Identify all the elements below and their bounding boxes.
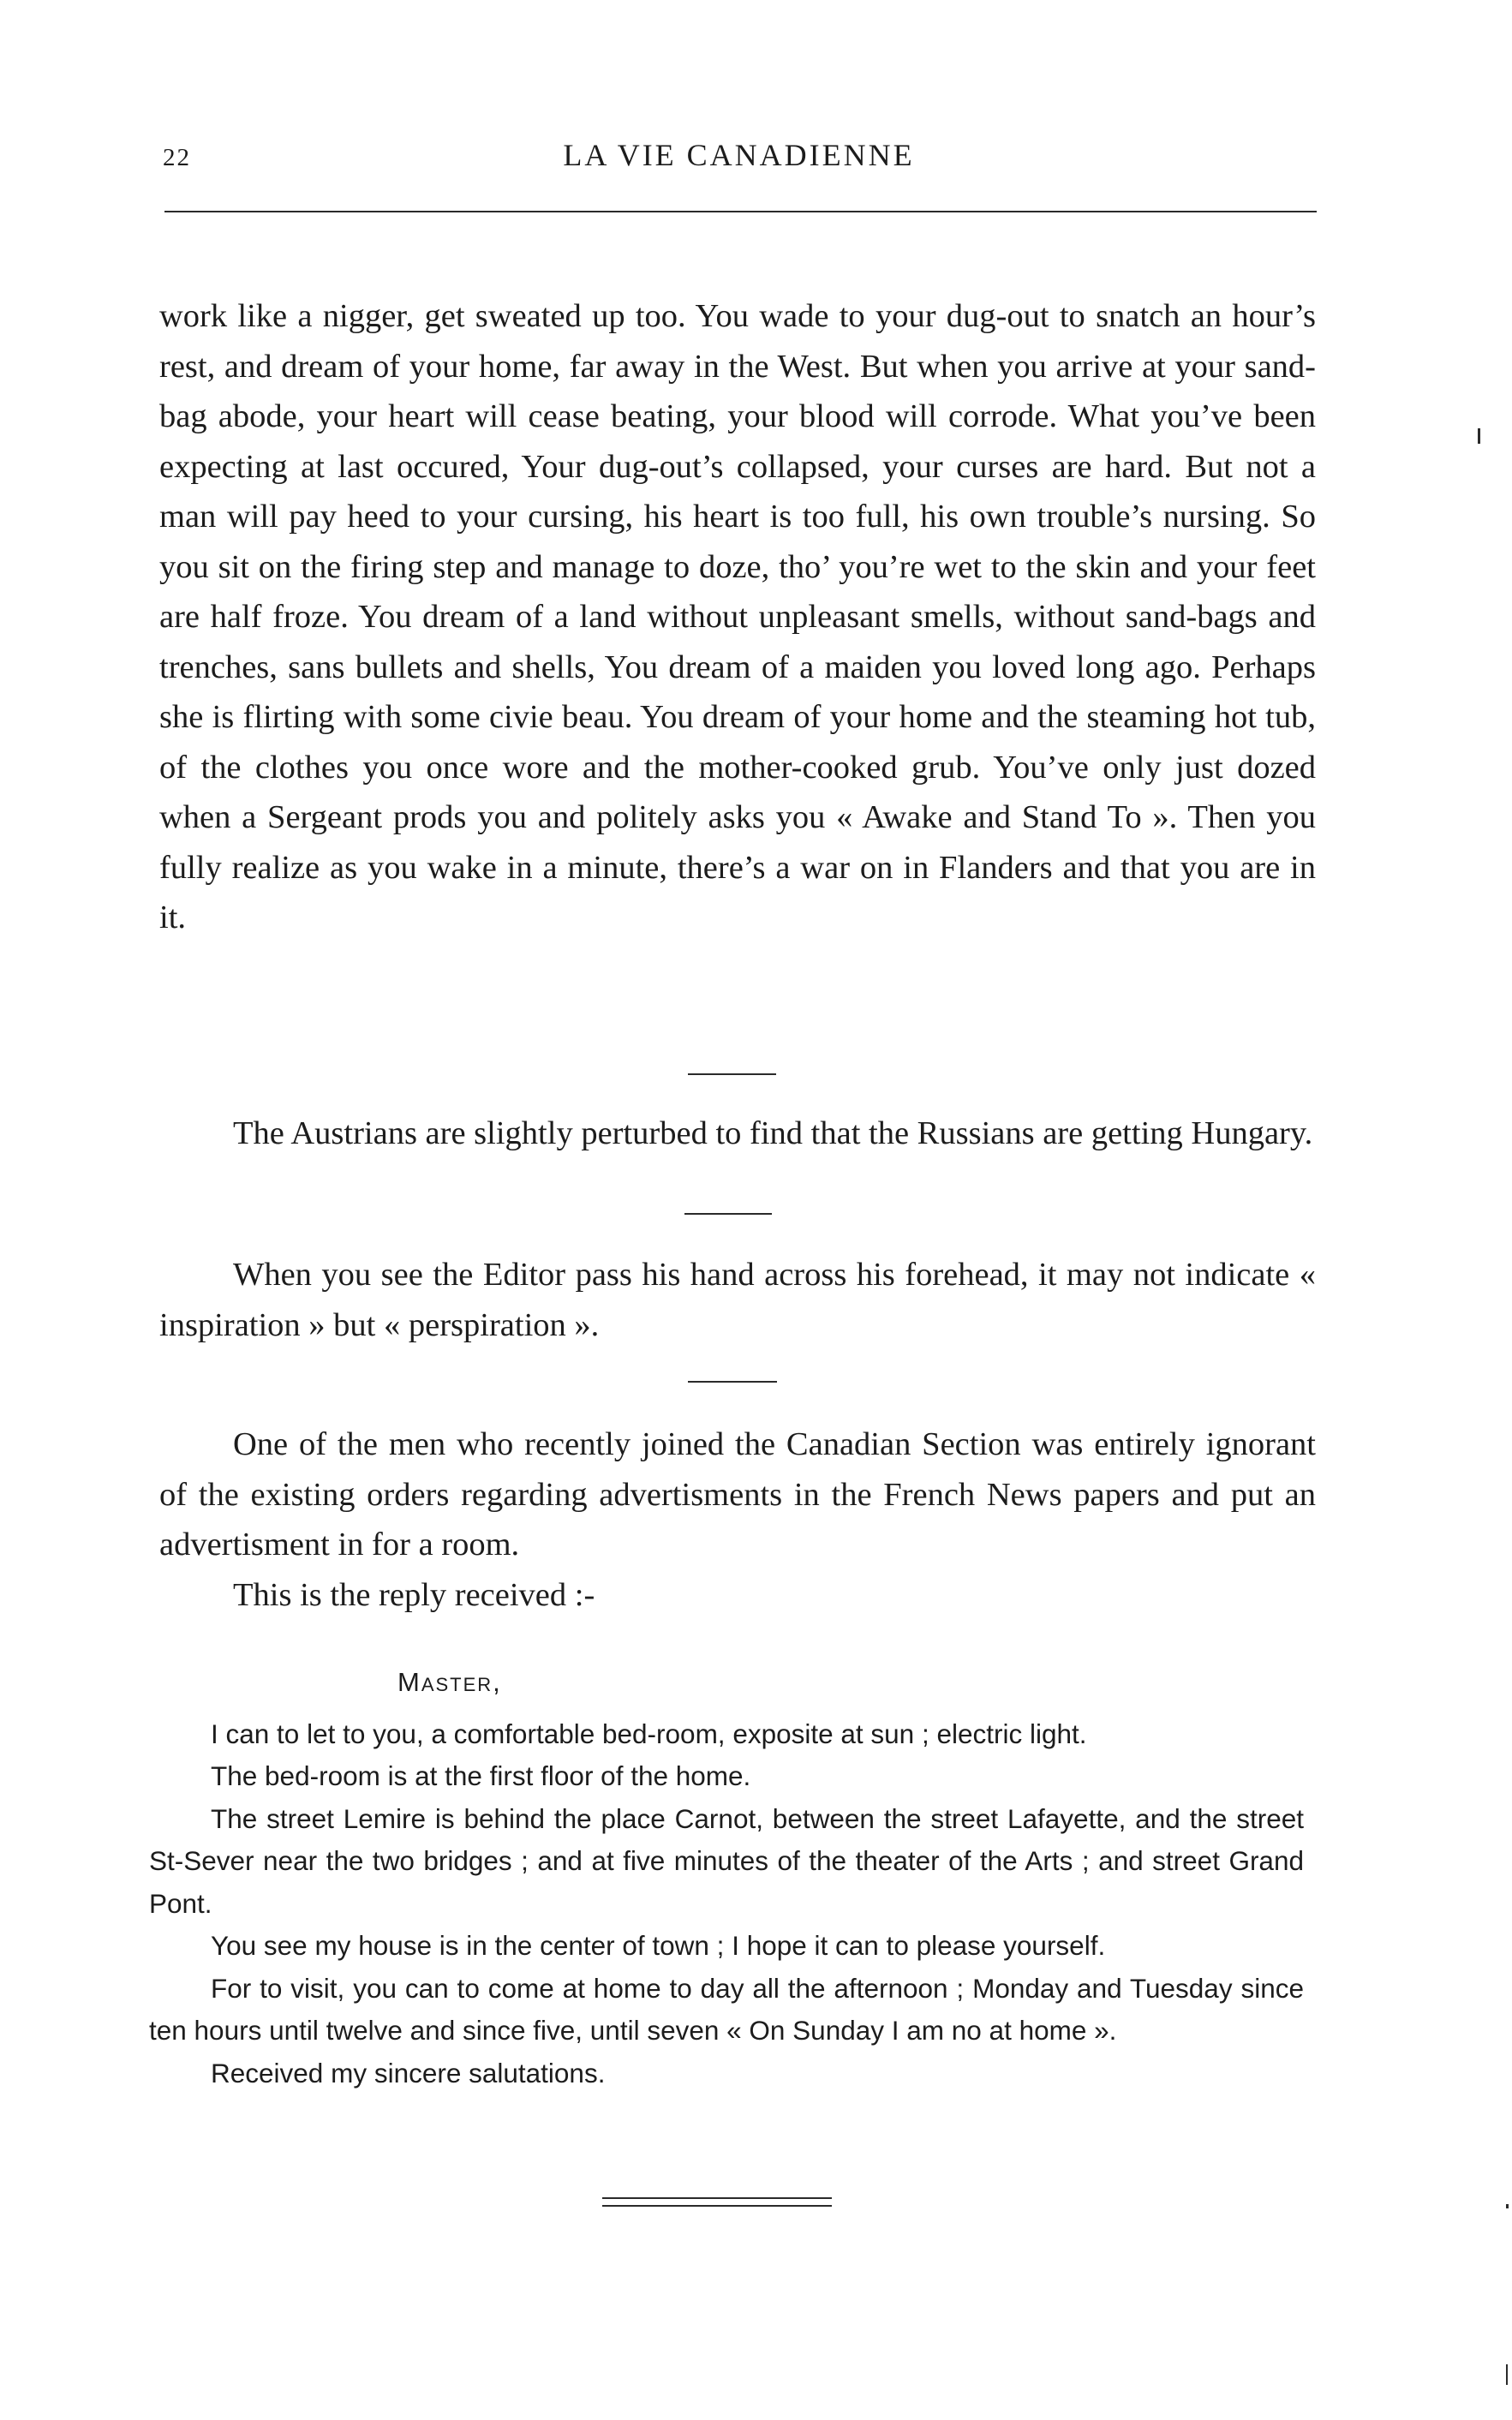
austrians-joke-paragraph: The Austrians are slightly perturbed to find that the Russians are getting Hungary. [233, 1115, 1313, 1151]
letter-line: The street Lemire is behind the place Carnot, between the street Lafayette, and the street St-Sever near the two bridges ; and at five minutes of the theater of the Arts ; and street Grand Pont. [149, 1802, 1304, 1919]
section-divider [688, 1073, 776, 1075]
page-header [163, 138, 1315, 195]
letter-line: You see my house is in the center of town ; I hope it can to please yourself. [211, 1930, 1106, 1961]
section-divider [688, 1381, 777, 1383]
scan-margin-mark [1506, 2204, 1509, 2208]
scan-margin-mark [1478, 428, 1480, 444]
letter-line: Received my sincere salutations. [211, 2057, 606, 2088]
reply-letter [149, 1661, 1304, 2094]
scan-margin-mark [1506, 2364, 1508, 2385]
advertisment-paragraph: One of the men who recently joined the Canadian Section was entirely ignorant of the existing orders regarding advertisments in the French News papers and put an advertisment in for a room. [159, 1426, 1316, 1563]
page-number: 22 [163, 144, 191, 171]
header-rule [164, 211, 1317, 212]
editor-joke-paragraph: When you see the Editor pass his hand across his forehead, it may not indicate « inspiration » but « perspiration ». [159, 1257, 1316, 1343]
letter-line: I can to let to you, a comfortable bed-room, exposite at sun ; electric light. [211, 1718, 1087, 1749]
reply-intro: This is the reply received :- [233, 1577, 595, 1613]
letter-salutation: Master, [397, 1667, 502, 1697]
letter-line: The bed-room is at the first floor of the home. [211, 1760, 751, 1791]
trench-verse-paragraph: work like a nigger, get sweated up too. You wade to your dug-out to snatch an hour’s rest, and dream of your home, far away in the West. But when you arrive at your sand-bag abode, your heart will cease beating, your blood will corrode. What you’ve been expecting at last occured, Your dug-out’s collapsed, your curses are hard. But not a man will pay heed to your cursing, his heart is too full, his own trouble’s nursing. So you sit on the firing step and manage to doze, tho’ you’re wet to the skin and your feet are half froze. You dream of a land without unpleasant smells, without sand-bags and trenches, sans bullets and shells, You dream of a maiden you loved long ago. Perhaps she is flirting with some civie beau. You dream of your home and the steaming hot tub, of the clothes you once wore and the mother-cooked grub. You’ve only just dozed when a Sergeant prods you and politely asks you « Awake and Stand To ». Then you fully realize as you wake in a minute, there’s a war on in Flanders and that you are in it. [159, 298, 1316, 935]
letter-line: For to visit, you can to come at home to day all the afternoon ; Monday and Tuesday since ten hours until twelve and since five, until seven « On Sunday I am no at home ». [149, 1972, 1304, 2046]
end-double-rule [602, 2197, 832, 2207]
section-divider [684, 1213, 772, 1215]
running-head: LA VIE CANADIENNE [563, 138, 915, 172]
